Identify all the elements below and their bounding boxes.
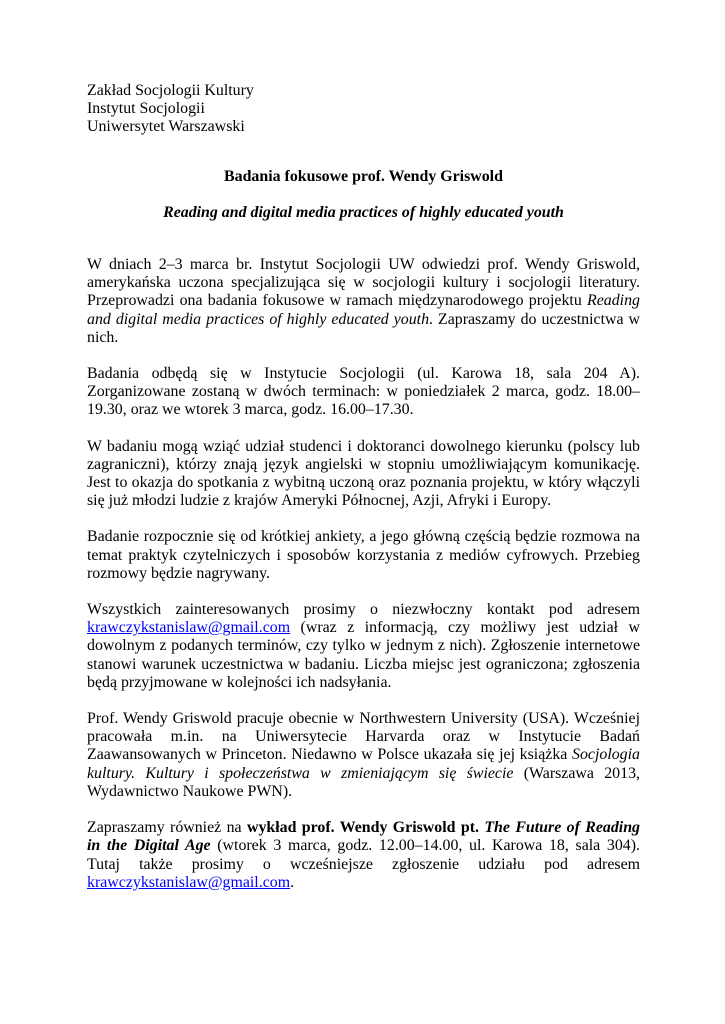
document-subtitle: Reading and digital media practices of highly educated youth — [163, 203, 564, 221]
paragraph-text: Wszystkich zainteresowanych prosimy o niezwłoczny kontakt pod adresem — [87, 601, 640, 619]
institute-name: Instytut Socjologii — [87, 100, 205, 118]
email-link[interactable]: krawczykstanislaw@gmail.com — [87, 873, 291, 891]
document-title: Badania fokusowe prof. Wendy Griswold — [224, 167, 503, 185]
document-page — [87, 82, 640, 892]
paragraph-text: (Warszawa 2013, Wydawnictwo Naukowe PWN). — [87, 764, 640, 800]
paragraph-text: . — [290, 873, 295, 891]
email-link[interactable]: krawczykstanislaw@gmail.com — [87, 619, 291, 637]
paragraph-participants: W badaniu mogą wziąć udział studenci i doktoranci dowolnego kierunku (polscy lub zagraniczni), którzy znają język angielski w stopniu umożliwiającym komunikację. Jest to okazja do spotkania z wybitną uczoną oraz poznania projektu, w który włączyli się już młodzi ludzie z krajów Ameryki Północnej, Azji, Afryki i Europy. — [87, 437, 640, 510]
lecture-intro: wykład prof. Wendy Griswold pt. — [246, 819, 485, 837]
paragraph-location: Badania odbędą się w Instytucie Socjologii (ul. Karowa 18, sala 204 A). Zorganizowane zostaną w dwóch terminach: w poniedziałek 2 marca, godz. 18.00–19.30, oraz we wtorek 3 marca, godz. 16.00–17.30. — [87, 365, 640, 419]
department-name: Zakład Socjologii Kultury — [87, 82, 254, 99]
paragraph-biography — [87, 710, 640, 801]
paragraph-lecture — [87, 819, 640, 892]
paragraph-text: (wtorek 3 marca, godz. 12.00–14.00, ul. Karowa 18, sala 304). Tutaj także prosimy o wcześniejsze zgłoszenie udziału pod adresem — [87, 837, 640, 873]
paragraph-text: W dniach 2–3 marca br. Instytut Socjologii UW odwiedzi prof. Wendy Griswold, amerykańska uczona specjalizująca się w socjologii kultury i socjologii literatury. Przeprowadzi ona badania fokusowe w ramach międzynarodowego projektu — [87, 256, 640, 310]
paragraph-intro — [87, 256, 640, 347]
lecture-title: The Future of Reading in the Digital Age — [87, 819, 640, 855]
paragraph-text: Zapraszamy również na — [87, 819, 247, 837]
project-title: Reading and digital media practices of highly educated youth — [87, 292, 640, 328]
letterhead — [87, 82, 640, 137]
paragraph-registration — [87, 601, 640, 692]
paragraph-text: (wraz z informacją, czy możliwy jest udział w dowolnym z podanych terminów, czy tylko w jednym z nich). Zgłoszenie internetowe stanowi warunek uczestnictwa w badaniu. Liczba miejsc jest ograniczona; zgłoszenia będą przyjmowane w kolejności ich nadsyłania. — [87, 619, 640, 691]
university-name: Uniwersytet Warszawski — [87, 118, 245, 136]
paragraph-procedure: Badanie rozpocznie się od krótkiej ankiety, a jego główną częścią będzie rozmowa na temat praktyk czytelniczych i sposobów korzystania z mediów cyfrowych. Przebieg rozmowy będzie nagrywany. — [87, 528, 640, 582]
paragraph-text: . Zapraszamy do uczestnictwa w nich. — [87, 310, 641, 346]
paragraph-text: Prof. Wendy Griswold pracuje obecnie w Northwestern University (USA). Wcześniej pracowała m.in. na Uniwersytecie Harvarda oraz w Instytucie Badań Zaawansowanych w Princeton. Niedawno w Polsce ukazała się jej książka — [87, 710, 640, 764]
book-title: Socjologia kultury. Kultury i społeczeństwa w zmieniającym się świecie — [87, 746, 640, 782]
